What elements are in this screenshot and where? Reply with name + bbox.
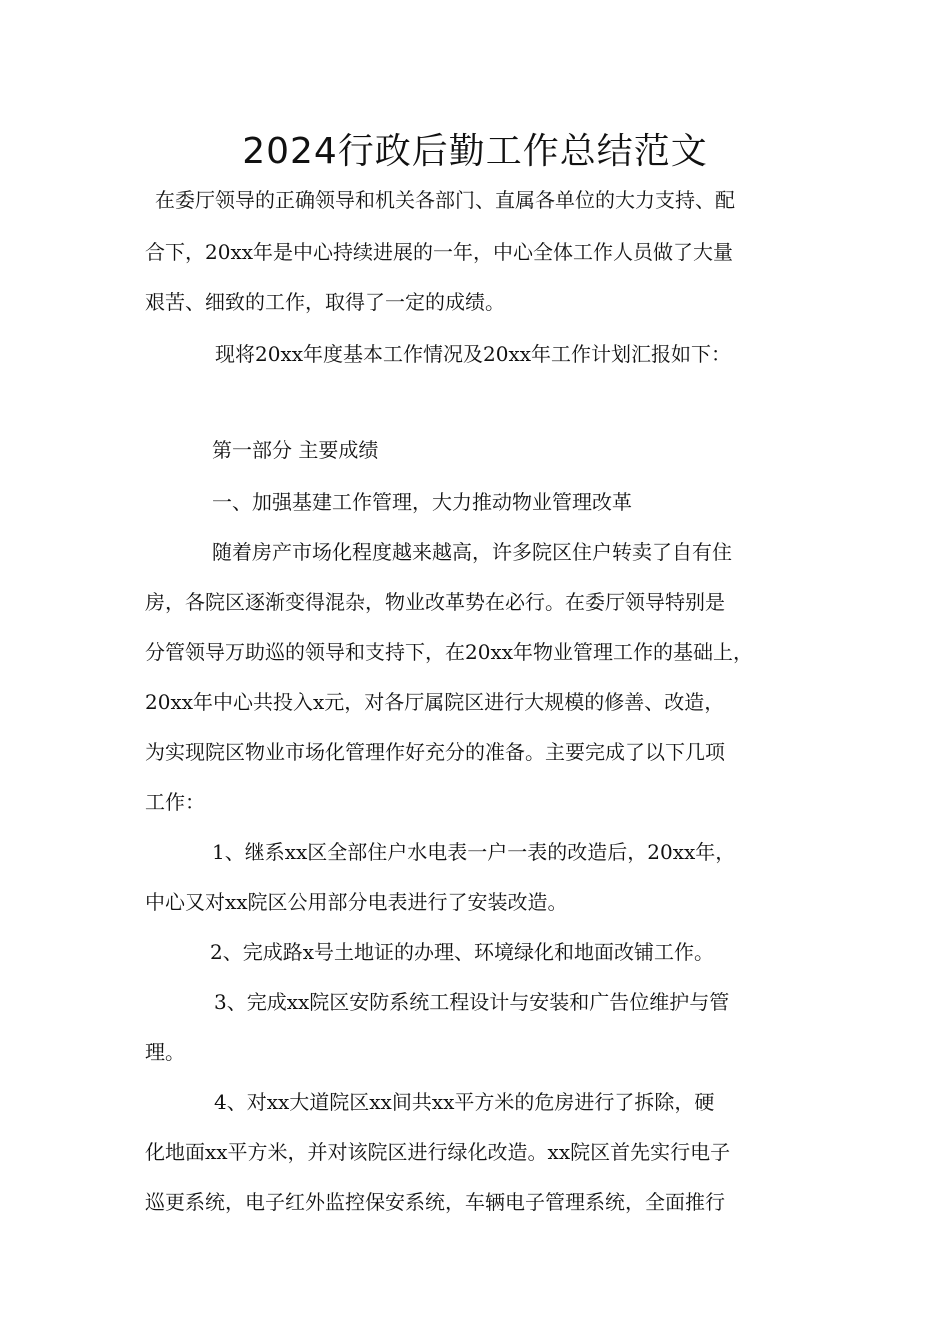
list-item-line: 中心又对xx院区公用部分电表进行了安装改造。: [145, 890, 568, 914]
paragraph-line: 合下，20xx年是中心持续进展的一年，中心全体工作人员做了大量: [145, 240, 734, 264]
paragraph-line: 房，各院区逐渐变得混杂，物业改革势在必行。在委厅领导特别是: [145, 590, 725, 614]
document-title: 2024行政后勤工作总结范文: [242, 131, 708, 172]
paragraph-line: 分管领导万助巡的领导和支持下，在20xx年物业管理工作的基础上，: [145, 640, 754, 664]
list-item-line: 2、完成路x号土地证的办理、环境绿化和地面改铺工作。: [210, 940, 715, 964]
paragraph-line: 在委厅领导的正确领导和机关各部门、直属各单位的大力支持、配: [155, 188, 735, 212]
paragraph-line: 工作：: [145, 790, 205, 814]
paragraph-line: 随着房产市场化程度越来越高，许多院区住户转卖了自有住: [212, 540, 732, 564]
subsection-heading: 一、加强基建工作管理，大力推动物业管理改革: [212, 490, 632, 514]
list-item-line: 理。: [145, 1040, 185, 1064]
paragraph-line: 现将20xx年度基本工作情况及20xx年工作计划汇报如下：: [215, 342, 732, 366]
paragraph-line: 为实现院区物业市场化管理作好充分的准备。主要完成了以下几项: [145, 740, 725, 764]
list-item-line: 化地面xx平方米，并对该院区进行绿化改造。xx院区首先实行电子: [145, 1140, 731, 1164]
list-item-line: 4、对xx大道院区xx间共xx平方米的危房进行了拆除，硬: [214, 1090, 715, 1114]
paragraph-line: 艰苦、细致的工作，取得了一定的成绩。: [145, 290, 505, 314]
section-heading: 第一部分 主要成绩: [212, 438, 379, 462]
paragraph-line: 20xx年中心共投入x元，对各厅属院区进行大规模的修善、改造，: [145, 690, 725, 714]
list-item-line: 1、继系xx区全部住户水电表一户一表的改造后，20xx年，: [212, 840, 736, 864]
list-item-line: 巡更系统，电子红外监控保安系统，车辆电子管理系统，全面推行: [145, 1190, 725, 1214]
list-item-line: 3、完成xx院区安防系统工程设计与安装和广告位维护与管: [214, 990, 730, 1014]
